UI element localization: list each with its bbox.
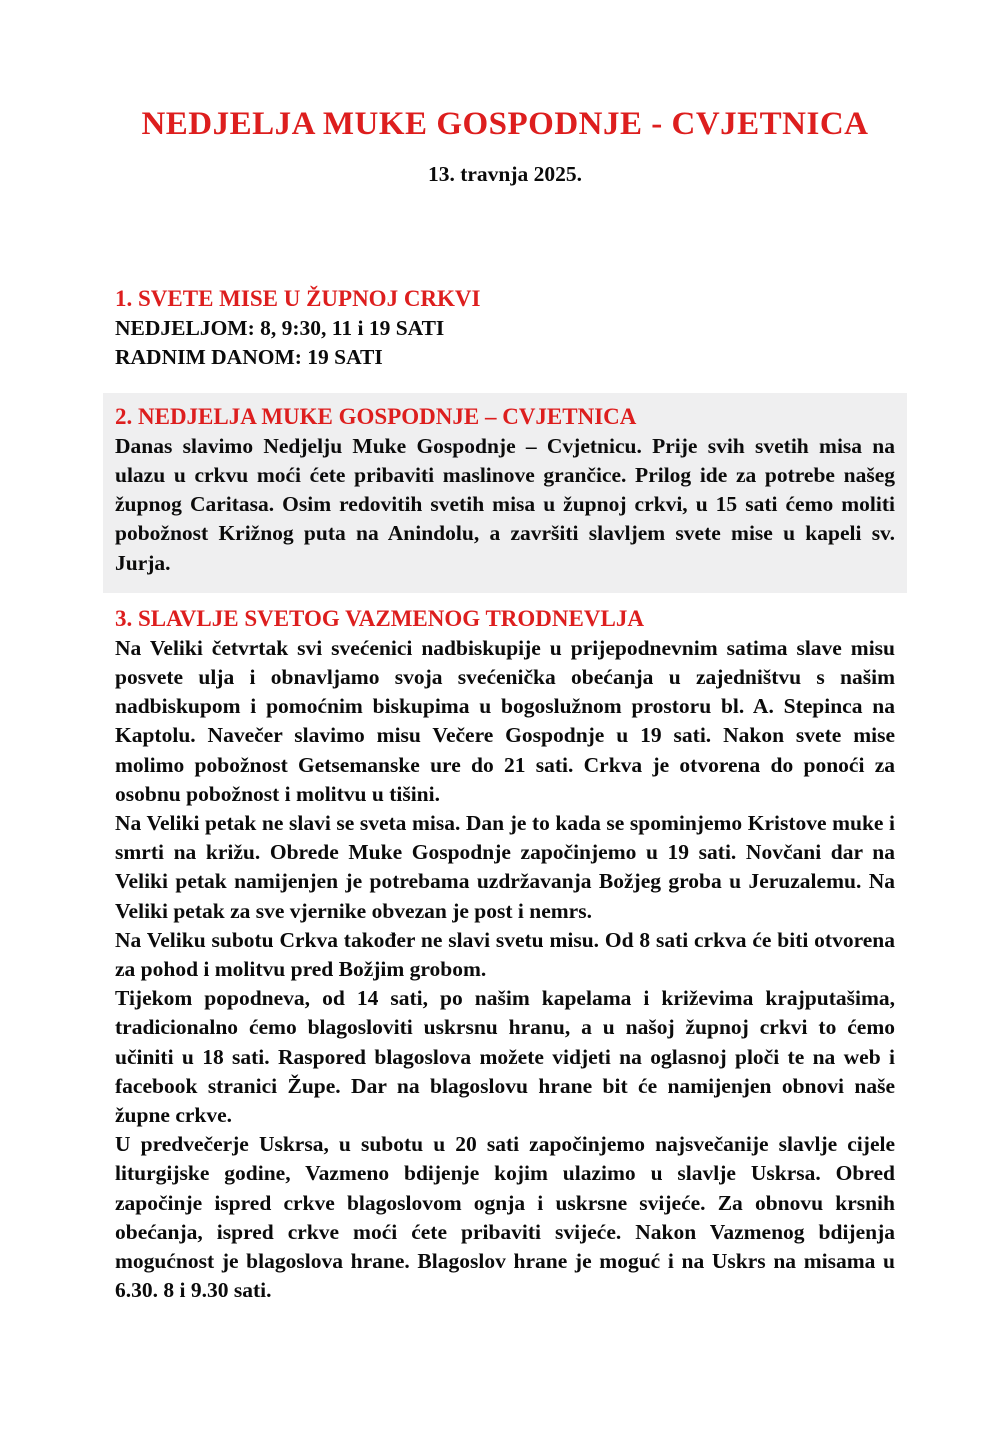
paragraph-easter-vigil: U predvečerje Uskrsa, u subotu u 20 sati započinjemo najsvečanije slavlje cijele liturgijske godine, Vazmeno bdijenje kojim ulazimo u slavlje Uskrsa. Obred započinje ispred crkve blagoslovom ognja i uskrsne svijeće. Za obnovu krsnih obećanja, ispred crkve moći ćete pribaviti svijeće. Nakon Vazmenog bdijenja mogućnost je blagoslova hrane. Blagoslov hrane je moguć i na Uskrs na misama u 6.30. 8 i 9.30 sati. — [115, 1132, 895, 1303]
mass-times-weekday-line: RADNIM DANOM: 19 SATI — [115, 344, 383, 369]
section-heading-mass-times: 1. SVETE MISE U ŽUPNOJ CRKVI — [115, 285, 481, 311]
section-triduum — [115, 604, 895, 1306]
paragraph-palm-sunday: Danas slavimo Nedjelju Muke Gospodnje – Cvjetnicu. Prije svih svetih misa na ulazu u crkvu moći ćete pribaviti maslinove grančice. Prilog ide za potrebe našeg župnog Caritasa. Osim redovitih svetih misa u župnoj crkvi, u 15 sati ćemo moliti pobožnost Križnog puta na Anindolu, a završiti slavljem svete mise u kapeli sv. Jurja. — [115, 433, 895, 575]
paragraph-food-blessing: Tijekom popodneva, od 14 sati, po našim kapelama i križevima krajputašima, tradicionalno ćemo blagosloviti uskrsnu hranu, a u našoj župnoj crkvi to ćemo učiniti u 18 sati. Raspored blagoslova možete vidjeti na oglasnoj ploči te na web i facebook stranici Župe. Dar na blagoslovu hrane bit će namijenjen obnovi naše župne crkve. — [115, 986, 895, 1127]
section-palm-sunday — [103, 393, 907, 593]
section-heading-triduum: 3. SLAVLJE SVETOG VAZMENOG TRODNEVLJA — [115, 605, 644, 631]
section-heading-palm-sunday: 2. NEDJELJA MUKE GOSPODNJE – CVJETNICA — [115, 403, 637, 429]
section-mass-times — [115, 284, 895, 372]
paragraph-good-friday: Na Veliki petak ne slavi se sveta misa. Dan je to kada se spominjemo Kristove muke i smrti na križu. Obrede Muke Gospodnje započinjemo u 19 sati. Novčani dar na Veliki petak namijenjen je potrebama uzdržavanja Božjeg groba u Jeruzalemu. Na Veliki petak za sve vjernike obvezan je post i nemrs. — [115, 810, 895, 923]
paragraph-holy-thursday: Na Veliki četvrtak svi svećenici nadbiskupije u prijepodnevnim satima slave misu posvete ulja i obnavljamo svoja svećenička obećanja u zajedništvu s našim nadbiskupom i pomoćnim biskupima u bogoslužnom prostoru bl. A. Stepinca na Kaptolu. Navečer slavimo misu Večere Gospodnje u 19 sati. Nakon svete mise molimo pobožnost Getsemanske ure do 21 sati. Crkva je otvorena do ponoći za osobnu pobožnost i molitvu u tišini. — [115, 635, 895, 806]
paragraph-holy-saturday: Na Veliku subotu Crkva također ne slavi svetu misu. Od 8 sati crkva će biti otvorena za pohod i molitvu pred Božjim grobom. — [115, 927, 895, 981]
document-date: 13. travnja 2025. — [427, 161, 583, 186]
page-title: NEDJELJA MUKE GOSPODNJE - CVJETNICA — [141, 106, 869, 142]
mass-times-sunday-line: NEDJELJOM: 8, 9:30, 11 i 19 SATI — [115, 315, 445, 340]
